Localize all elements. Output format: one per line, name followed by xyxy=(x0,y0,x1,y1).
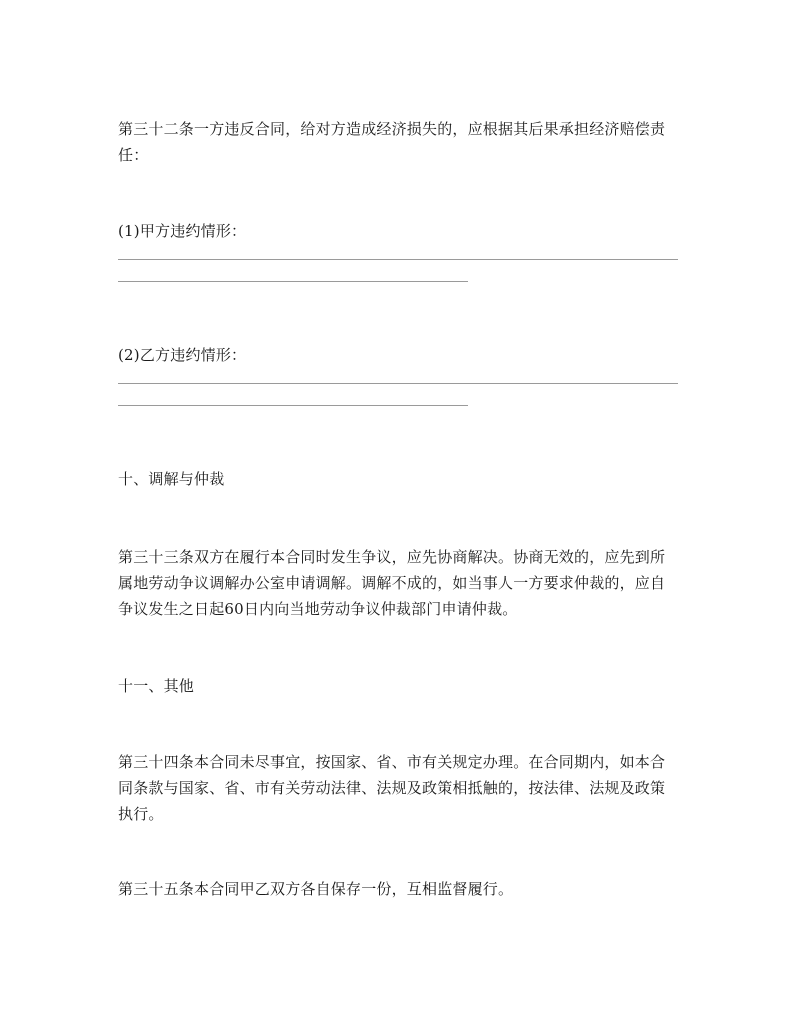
party-b-blank-line-2 xyxy=(118,405,468,406)
section-11-heading: 十一、其他 xyxy=(118,677,195,695)
article-34-paragraph: 第三十四条本合同未尽事宜，按国家、省、市有关规定办理。在合同期内，如本合同条款与国家、省、市有关劳动法律、法规及政策相抵触的，按法律、法规及政策执行。 xyxy=(118,753,666,823)
article-33-paragraph: 第三十三条双方在履行本合同时发生争议，应先协商解决。协商无效的，应先到所属地劳动争议调解办公室申请调解。调解不成的，如当事人一方要求仲裁的，应自争议发生之日起60日内向当地劳动争议仲裁部门申请仲裁。 xyxy=(118,548,666,618)
party-a-breach-label: (1)甲方违约情形： xyxy=(118,222,247,240)
party-b-blank-line-1 xyxy=(118,383,678,384)
party-a-blank-line-1 xyxy=(118,259,678,260)
party-a-blank-line-2 xyxy=(118,281,468,282)
party-b-breach-label: (2)乙方违约情形： xyxy=(118,346,247,364)
article-32-paragraph: 第三十二条一方违反合同，给对方造成经济损失的，应根据其后果承担经济赔偿责任： xyxy=(118,120,666,164)
section-10-heading: 十、调解与仲裁 xyxy=(118,470,225,488)
article-35-paragraph: 第三十五条本合同甲乙双方各自保存一份，互相监督履行。 xyxy=(118,880,514,898)
